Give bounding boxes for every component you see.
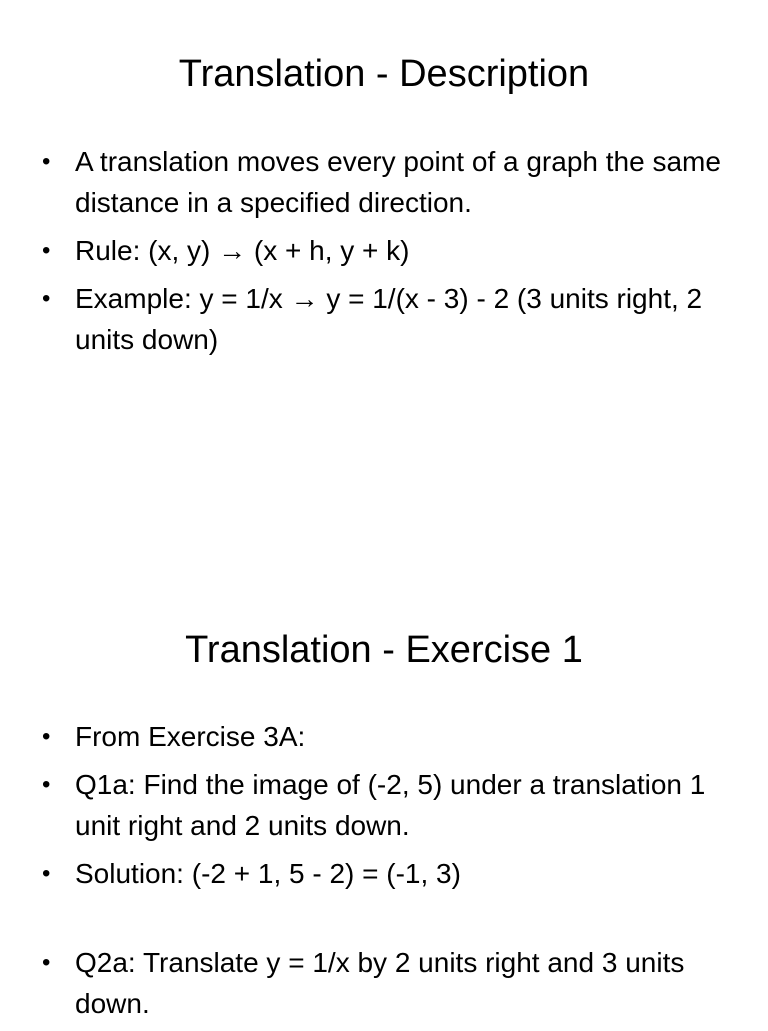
bullet-item [42, 764, 732, 846]
bullet-text: Rule: (x, y) → (x + h, y + k) [75, 235, 410, 266]
bullet-text: Solution: (-2 + 1, 5 - 2) = (-1, 3) [75, 858, 461, 889]
bullet-item [42, 853, 732, 894]
slide-title: Translation - Exercise 1 [185, 629, 583, 671]
bullet-list [42, 716, 732, 1031]
bullet-dot-icon: • [42, 771, 51, 798]
slide-title: Translation - Description [178, 53, 590, 95]
bullet-text: From Exercise 3A: [75, 721, 306, 752]
bullet-list [42, 141, 732, 367]
bullet-item [42, 716, 732, 757]
bullet-text: Q1a: Find the image of (-2, 5) under a translation 1 unit right and 2 units down. [75, 769, 706, 841]
bullet-text: A translation moves every point of a graph the same distance in a specified direction. [75, 146, 721, 218]
bullet-item [42, 141, 732, 223]
bullet-dot-icon: • [42, 723, 51, 750]
bullet-dot-icon: • [42, 860, 51, 887]
bullet-dot-icon: • [42, 949, 51, 976]
bullet-text: Example: y = 1/x → y = 1/(x - 3) - 2 (3 units right, 2 units down) [75, 283, 703, 355]
bullet-item [42, 942, 732, 1024]
slide-translation-exercise-1 [0, 576, 768, 1024]
bullet-item [42, 230, 732, 271]
bullet-item [42, 278, 732, 360]
bullet-dot-icon: • [42, 148, 51, 175]
bullet-dot-icon: • [42, 237, 51, 264]
bullet-text: Q2a: Translate y = 1/x by 2 units right and 3 units down. [75, 947, 685, 1019]
bullet-dot-icon: • [42, 285, 51, 312]
